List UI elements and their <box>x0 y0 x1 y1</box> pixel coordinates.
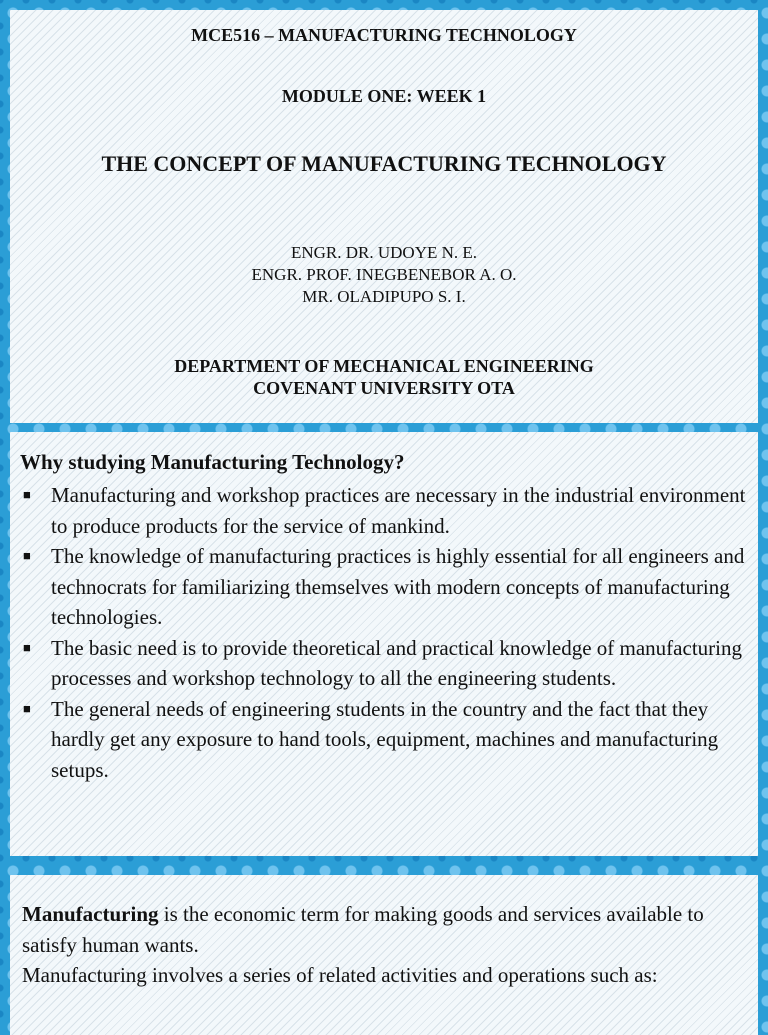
course-title: MCE516 – MANUFACTURING TECHNOLOGY <box>191 25 577 45</box>
defined-term: Manufacturing <box>22 902 159 926</box>
definition-body: is the economic term for making goods and services available to satisfy human wants. <box>22 902 704 957</box>
list-item <box>20 480 755 541</box>
department-name: DEPARTMENT OF MECHANICAL ENGINEERING <box>174 356 594 376</box>
title-slide <box>10 10 758 423</box>
definition-slide <box>10 875 758 1035</box>
square-bullet-icon: ■ <box>23 639 31 655</box>
why-study-slide <box>10 432 758 856</box>
list-item-text: The general needs of engineering students in the country and the fact that they hardly get any exposure to hand tools, equipment, machines and manufacturing setups. <box>51 696 719 782</box>
bullet-list <box>20 480 755 785</box>
university-name: COVENANT UNIVERSITY OTA <box>253 378 515 398</box>
author-name: ENGR. PROF. INEGBENEBOR A. O. <box>251 265 517 284</box>
list-item-text: Manufacturing and workshop practices are necessary in the industrial environment to produce products for the service of mankind. <box>51 483 746 538</box>
list-item-text: The knowledge of manufacturing practices is highly essential for all engineers and technocrats for familiarizing themselves with modern concepts of manufacturing technologies. <box>51 544 745 629</box>
module-label: MODULE ONE: WEEK 1 <box>281 86 487 106</box>
square-bullet-icon: ■ <box>23 548 31 563</box>
square-bullet-icon: ■ <box>23 487 31 502</box>
author-name: ENGR. DR. UDOYE N. E. <box>290 243 478 262</box>
page-title: THE CONCEPT OF MANUFACTURING TECHNOLOGY <box>101 151 667 176</box>
list-item <box>20 541 755 633</box>
definition-paragraph <box>22 899 752 960</box>
department-block <box>10 355 758 399</box>
slide-heading: Why studying Manufacturing Technology? <box>20 450 405 474</box>
author-list <box>10 242 758 308</box>
activities-intro: Manufacturing involves a series of related activities and operations such as: <box>22 963 658 987</box>
list-item <box>20 633 755 694</box>
author-name: MR. OLADIPUPO S. I. <box>302 287 466 306</box>
square-bullet-icon: ■ <box>23 700 31 716</box>
definition-text <box>22 899 752 991</box>
list-item <box>20 694 755 786</box>
list-item-text: The basic need is to provide theoretical and practical knowledge of manufacturing processes and workshop technology to all the engineering students. <box>51 635 742 690</box>
